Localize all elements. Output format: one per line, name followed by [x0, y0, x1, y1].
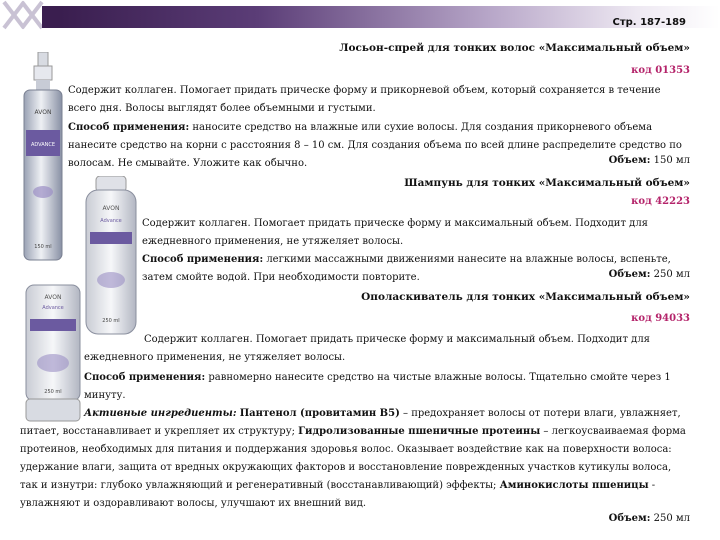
- product-volume: [609, 155, 690, 166]
- svg-text:150 ml: 150 ml: [34, 244, 52, 250]
- ingredient-name: Аминокислоты пшеницы: [499, 480, 649, 491]
- spray-bottle-image: [20, 52, 66, 262]
- usage-text: наносите средство на влажные или сухие волосы. Для создания прикорневого объема нанесите средство на корни с расстояния 8 – 10 см. Для создания объема по всей длине распределите средство по волосам. Не смывайте. Уложите как обычно.: [68, 122, 682, 169]
- ingredient-text: - увлажняют и оздоравливают волосы, улучшают их внешний вид.: [20, 480, 656, 509]
- volume-label: Объем:: [608, 269, 651, 280]
- usage-label: Способ применения:: [142, 254, 264, 265]
- product-volume: [609, 513, 690, 524]
- volume-label: Объем:: [608, 155, 651, 166]
- x-pattern-icon: [0, 0, 60, 34]
- product-code: код 94033: [631, 313, 690, 324]
- volume-value: 250 мл: [653, 269, 690, 280]
- product-title: Шампунь для тонких «Максимальный объем»: [404, 177, 690, 189]
- svg-text:AVON: AVON: [34, 109, 52, 116]
- page-reference: Стр. 187-189: [612, 17, 686, 28]
- usage-label: Способ применения:: [84, 372, 206, 383]
- product-volume: [609, 269, 690, 280]
- product-description: Содержит коллаген. Помогает придать прическе форму и максимальный объем. Подходит для ежедневного применения, не утяжеляет волосы.: [142, 218, 648, 247]
- ingredient-name: Пантенол (провитамин B5): [239, 408, 400, 419]
- svg-text:250 ml: 250 ml: [102, 318, 120, 324]
- volume-value: 150 мл: [653, 155, 690, 166]
- shampoo-bottle-image: [84, 176, 138, 336]
- svg-text:ADVANCE: ADVANCE: [30, 142, 56, 148]
- svg-text:Advance: Advance: [100, 218, 122, 224]
- product-title: Ополаскиватель для тонких «Максимальный объем»: [361, 291, 690, 303]
- ingredient-text: – легкоусваиваемая форма протеинов, необходимых для питания и поддержания здоровья волос. Оказывает воздействие как на поверхности волоса: удержание влаги, защита от вредных окружающих факторов и восстановление поврежденных участков кутикулы волоса, так и изнутри: глубоко увлажняющий и регенеративный (восстанавливающий) эффекты;: [20, 426, 686, 491]
- conditioner-bottle-image: [24, 283, 82, 423]
- product-code: код 01353: [631, 65, 690, 76]
- usage-label: Способ применения:: [68, 122, 190, 133]
- volume-label: Объем:: [608, 513, 651, 524]
- product-usage: [84, 369, 688, 405]
- product-ingredients: [20, 405, 688, 513]
- product-title: Лосьон-спрей для тонких волос «Максимальный объем»: [339, 42, 690, 54]
- product-description: Содержит коллаген. Помогает придать прическе форму и прикорневой объем, который сохраняется в течение всего дня. Волосы выглядят более объемными и густыми.: [68, 85, 661, 114]
- svg-text:AVON: AVON: [102, 205, 120, 212]
- ingredient-text: – предохраняет волосы от потери влаги, увлажняет, питает, восстанавливает и укрепляет их структуру;: [20, 408, 681, 437]
- header-bar: [0, 0, 720, 34]
- svg-text:250 ml: 250 ml: [44, 389, 62, 395]
- usage-text: легкими массажными движениями нанесите на влажные волосы, вспеньте, затем смойте водой. При необходимости повторите.: [142, 254, 671, 283]
- product-usage: [68, 119, 690, 173]
- product-code: код 42223: [631, 196, 690, 207]
- product-description: Содержит коллаген. Помогает придать прическе форму и максимальный объем. Подходит для ежедневного применения, не утяжеляет волосы.: [84, 334, 650, 363]
- volume-value: 250 мл: [653, 513, 690, 524]
- usage-text: равномерно нанесите средство на чистые влажные волосы. Тщательно смойте через 1 минуту.: [84, 372, 671, 401]
- ingredients-label: Активные ингредиенты:: [84, 408, 237, 419]
- svg-text:AVON: AVON: [44, 294, 62, 301]
- svg-text:Advance: Advance: [42, 305, 64, 311]
- ingredient-name: Гидролизованные пшеничные протеины: [298, 426, 541, 437]
